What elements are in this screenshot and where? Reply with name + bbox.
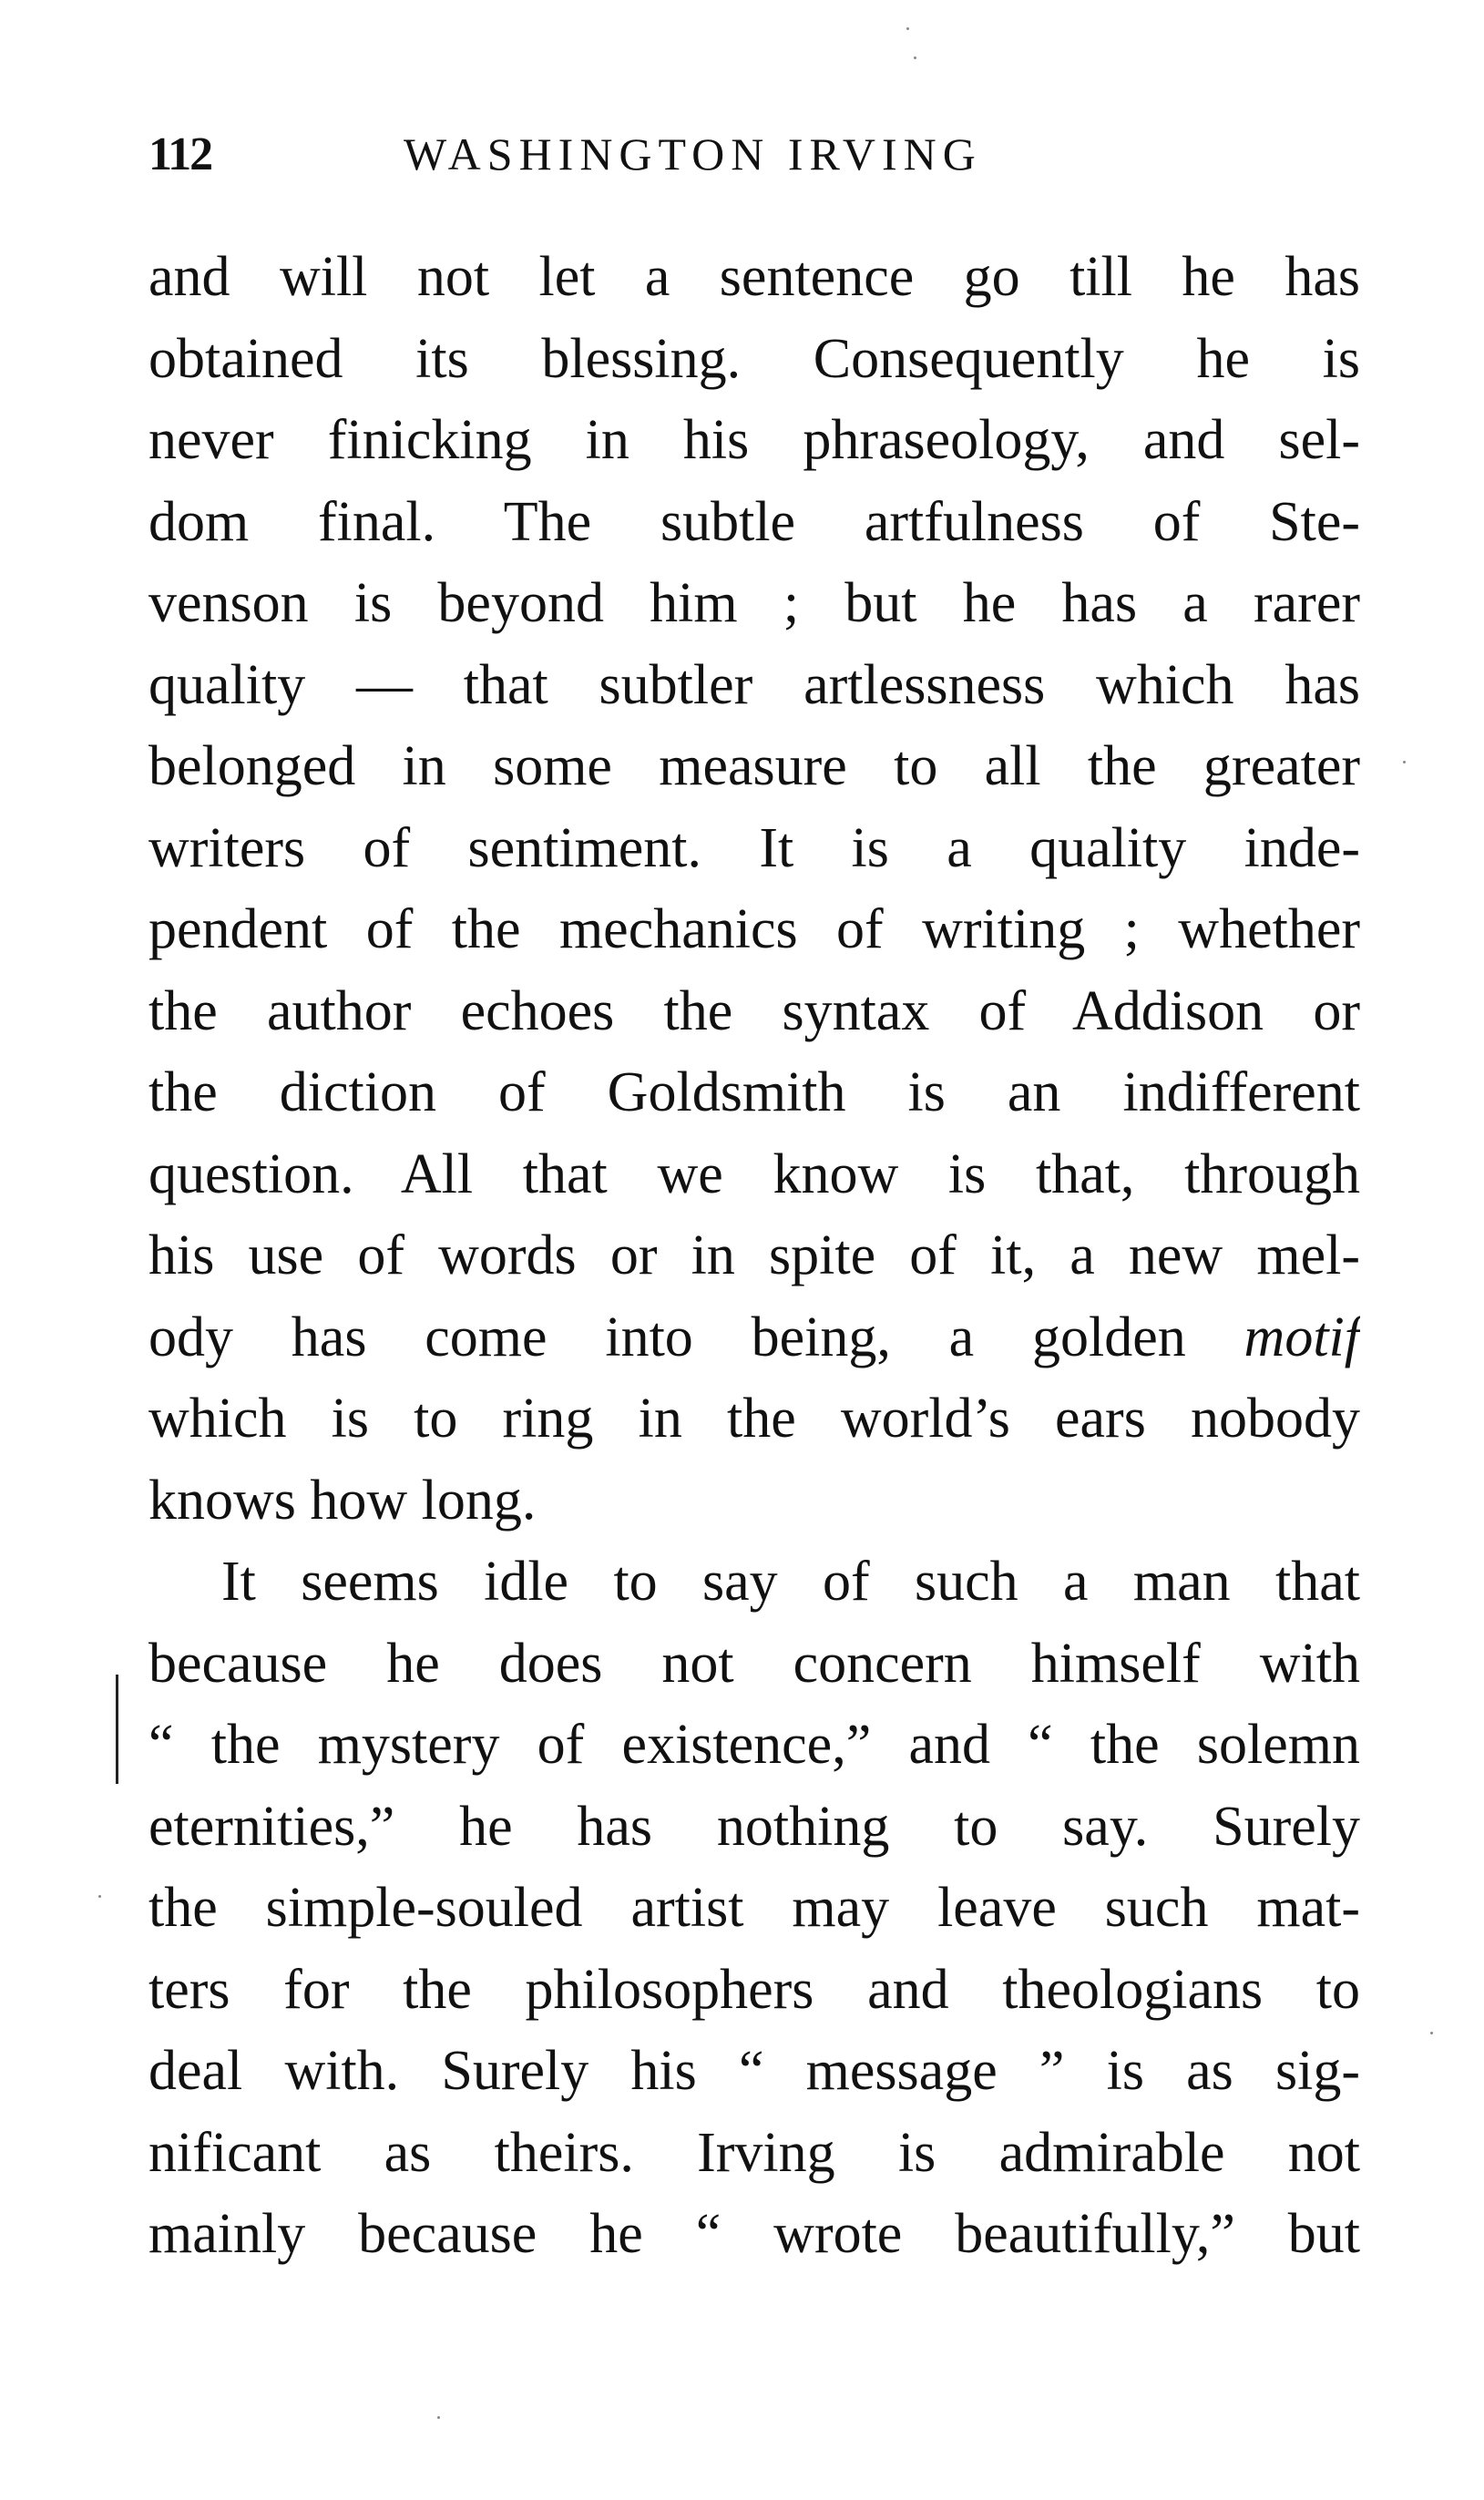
- text-line: belonged in some measure to all the greater: [148, 735, 1360, 797]
- text-line: question. All that we know is that, through: [148, 1142, 1360, 1205]
- running-title: WASHINGTON IRVING: [404, 128, 982, 179]
- paper-speck: [98, 1895, 101, 1898]
- paragraph: [148, 237, 1360, 1542]
- text-line: obtained its blessing. Consequently he is: [148, 327, 1360, 390]
- paper-speck: [1403, 761, 1406, 763]
- running-head: [148, 128, 1360, 210]
- text-line: because he does not concern himself with: [148, 1632, 1360, 1695]
- text-line: and will not let a sentence go till he has: [148, 246, 1360, 308]
- text-line: the simple-souled artist may leave such mat-: [148, 1877, 1360, 1939]
- paper-speck: [906, 27, 909, 30]
- text-line: knows how long.: [148, 1469, 537, 1532]
- text-line: “ the mystery of existence,” and “ the solemn: [148, 1714, 1360, 1776]
- text-line: dom final. The subtle artfulness of Ste-: [148, 490, 1360, 553]
- text-line: venson is beyond him ; but he has a rarer: [148, 572, 1360, 634]
- text-line: ters for the philosophers and theologians to: [148, 1958, 1360, 2021]
- text-line: It seems idle to say of such a man that: [221, 1551, 1360, 1613]
- text-line: quality — that subtler artlessness which has: [148, 653, 1360, 716]
- text-run: ody has come into being, a golden: [148, 1306, 1244, 1368]
- text-line: writers of sentiment. It is a quality inde-: [148, 816, 1360, 879]
- text-line: pendent of the mechanics of writing ; whether: [148, 898, 1360, 960]
- body-text: [148, 237, 1360, 2276]
- text-line: deal with. Surely his “ message ” is as sig-: [148, 2040, 1360, 2102]
- page-number: 112: [148, 128, 212, 180]
- text-line: never finicking in his phraseology, and sel-: [148, 409, 1360, 471]
- text-line: nificant as theirs. Irving is admirable not: [148, 2121, 1360, 2184]
- text-line: the diction of Goldsmith is an indifferent: [148, 1061, 1360, 1123]
- margin-pencil-mark: [116, 1675, 118, 1784]
- paper-speck: [1430, 2032, 1433, 2034]
- paper-speck: [914, 56, 916, 59]
- text-line: which is to ring in the world’s ears nobody: [148, 1388, 1360, 1450]
- text-line: his use of words or in spite of it, a new mel-: [148, 1224, 1360, 1286]
- text-line: [148, 1297, 1360, 1379]
- text-line: mainly because he “ wrote beautifully,” but: [148, 2203, 1360, 2265]
- paragraph: [148, 1542, 1360, 2276]
- text-line: eternities,” he has nothing to say. Surely: [148, 1795, 1360, 1858]
- text-line: the author echoes the syntax of Addison or: [148, 979, 1360, 1042]
- italic-word: motif: [1243, 1306, 1360, 1368]
- paper-speck: [437, 2416, 440, 2419]
